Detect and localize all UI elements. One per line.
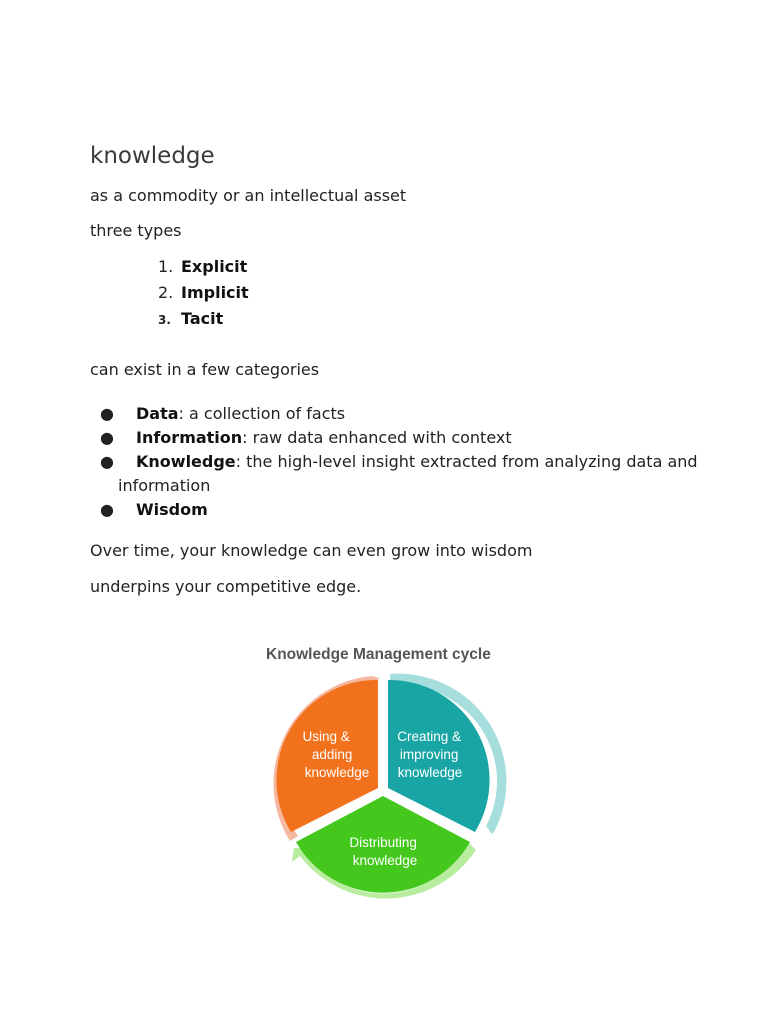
bullet-icon: ● [100,428,114,447]
segment-label-line: knowledge [304,765,370,780]
list-number: 2. [158,283,174,302]
cycle-diagram-svg [262,636,508,912]
segment-label-line: Using & [302,729,350,744]
diagram-title: Knowledge Management cycle [266,646,491,663]
category-term: Data [136,404,179,423]
types-list [158,256,249,334]
list-number: 1. [158,257,174,276]
list-number: 3. [158,313,171,327]
types-intro-text: three types [90,221,182,240]
categories-list [100,402,700,522]
list-item [100,426,700,450]
type-label: Tacit [181,309,224,328]
list-item [100,498,700,522]
category-desc-wrap: information [118,476,211,495]
list-item [100,450,700,498]
list-item [158,256,249,282]
segment-label-line: knowledge [397,765,463,780]
category-desc: : a collection of facts [178,404,346,423]
segment-label-line: Distributing [349,835,417,850]
page-heading: knowledge [90,143,215,169]
list-item [158,282,249,308]
bullet-icon: ● [100,404,114,423]
categories-intro-text: can exist in a few categories [90,360,320,379]
category-term: Information [136,428,243,447]
segment-label [397,729,465,780]
bullet-icon: ● [100,500,114,519]
wisdom-text: Over time, your knowledge can even grow into wisdom [90,541,533,560]
category-desc: : the high-level insight extracted from analyzing data and [235,452,698,471]
subtitle-text: as a commodity or an intellectual asset [90,186,407,205]
segment-label-line: knowledge [352,853,418,868]
category-term: Wisdom [136,500,208,519]
edge-text: underpins your competitive edge. [90,577,362,596]
bullet-icon: ● [100,452,114,471]
type-label: Explicit [181,257,248,276]
category-desc: : raw data enhanced with context [242,428,512,447]
segment-label-line: adding [311,747,353,762]
knowledge-cycle-diagram [262,636,508,912]
list-item [100,402,700,426]
category-term: Knowledge [136,452,236,471]
list-item [158,308,249,334]
type-label: Implicit [181,283,249,302]
segment-label-line: improving [399,747,459,762]
segment-label-line: Creating & [397,729,462,744]
